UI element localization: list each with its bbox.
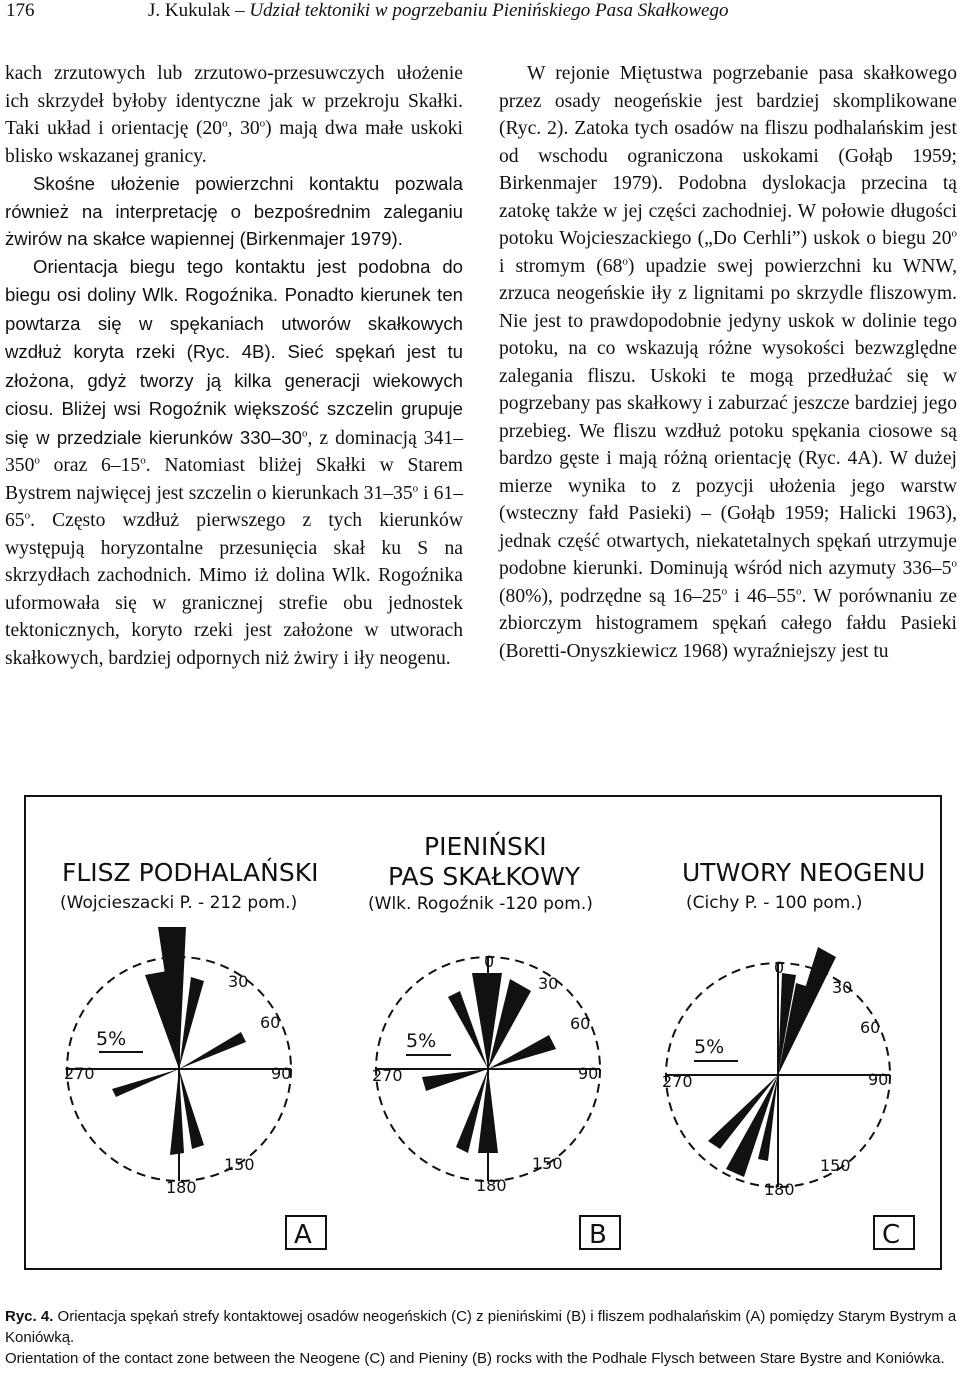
diagram-b-tick-270: 270 [372, 1066, 403, 1085]
text-run: oraz 6–15 [39, 455, 141, 476]
caption-polish-text: Orientacja spękań strefy kontaktowej osadów neogeńskich (C) z pienińskimi (B) i fliszem podhalańskim (A) pomiędzy Starym Bystrym a Koniówką. [5, 1308, 957, 1346]
rose-diagram-a [60, 858, 326, 1250]
degree-sup: o [622, 254, 628, 267]
diagram-a-tick-60: 60 [260, 1013, 281, 1032]
diagram-b-tick-150: 150 [532, 1154, 563, 1173]
diagram-b-tick-0: 0 [484, 952, 495, 971]
diagram-c-tick-180: 180 [764, 1180, 795, 1199]
diagram-c-tick-30: 30 [832, 978, 853, 997]
diagram-c-title: UTWORY NEOGENU [682, 858, 926, 887]
page-number: 176 [6, 0, 35, 21]
diagram-a-tick-150: 150 [224, 1155, 255, 1174]
diagram-c-scale: 5% [694, 1036, 725, 1058]
text-run: W rejonie Miętustwa pogrzebanie pasa skałkowego przez osady neogeńskie jest bardziej skomplikowane (Ryc. 2). Zatoka tych osadów na fliszu podhalańskim jest od wschodu ograniczona uskokami (Gołąb 1959; Birkenmajer 1979). Podobna dyslokacja przecina tą zatokę także w jej części zachodniej. W połowie długości potoku Wojcieszackiego („Do Cerhli”) uskok o biegu 20 [499, 63, 957, 249]
figure-caption [5, 1306, 957, 1369]
text-run: i stromym (68 [499, 255, 623, 277]
diagram-b-title-line1: PIENIŃSKI [424, 832, 547, 861]
diagram-b-title-line2: PAS SKAŁKOWY [388, 862, 581, 891]
text-run: (80%), podrzędne są 16–25 [499, 585, 722, 607]
diagram-a-petal [179, 1032, 246, 1069]
rose-diagrams-svg [26, 797, 940, 1268]
degree-sup: o [951, 557, 957, 570]
left-paragraph-2: Skośne ułożenie powierzchni kontaktu pozwala również na interpretację o bezpośrednim zaleganiu żwirów na skałce wapiennej (Birkenmajer 1979). [5, 173, 463, 249]
degree-sup: o [222, 117, 228, 130]
degree-sup: o [301, 426, 308, 439]
diagram-c-label: C [882, 1220, 901, 1250]
diagram-a-tick-270: 270 [64, 1064, 95, 1083]
diagram-c-tick-0: 0 [774, 958, 785, 977]
right-paragraph-1 [499, 60, 957, 665]
diagram-b-tick-60: 60 [570, 1014, 591, 1033]
running-title-author: J. Kukulak [148, 0, 231, 21]
running-title-text: Udział tektoniki w pogrzebaniu Pienińskiego Pasa Skałkowego [249, 0, 729, 21]
left-column [5, 60, 463, 672]
degree-sup: o [140, 454, 146, 467]
running-title [148, 0, 728, 22]
text-run: , z dominacją 341–350 [5, 427, 463, 476]
left-paragraph-3 [5, 253, 463, 673]
diagram-a-subtitle: (Wojcieszacki P. - 212 pom.) [60, 893, 298, 913]
caption-polish [5, 1306, 957, 1348]
text-run: Orientacja biegu tego kontaktu jest podobna do biegu osi doliny Wlk. Rogoźnika. Ponadto kierunek ten powtarza się w spękaniach utworów skałkowych wzdłuż koryta rzeki (Ryc. 4B). Sieć spękań jest tu złożona, gdyż tworzy ją kilka generacji wiekowych ciosu. Bliżej wsi Rogoźnik większość szczelin grupuje się w przedziale kierunków 330–30 [5, 255, 463, 448]
diagram-a-tick-30: 30 [228, 972, 249, 991]
text-run: ) mają dwa małe uskoki blisko wskazanej granicy. [5, 118, 463, 167]
text-run: . Często wzdłuż pierwszego z tych kierunków występują horyzontalne przesunięcia skał ku S na skrzydłach zachodnich. Mimo iż dolina Wlk. Rogoźnika uformowała się w granicznej strefie obu jednostek tektonicznych, koryto rzeki jest założone w utworach skałkowych, bardziej odpornych niż żwiry i iły neogenu. [5, 510, 463, 669]
diagram-a-tick-180: 180 [166, 1178, 197, 1197]
diagram-b-petal [478, 1069, 498, 1153]
text-run: . W porównaniu ze zbiorczym histogramem spękań całego fałdu Pasieki (Boretti-Onyszkiewicz 1968) wyraźniejszy jest tu [499, 585, 957, 662]
left-paragraph-1 [5, 60, 463, 170]
diagram-b-petal [422, 1069, 488, 1091]
diagram-b-tick-180: 180 [476, 1176, 507, 1195]
diagram-a-title: FLISZ PODHALAŃSKI [62, 858, 319, 887]
diagram-b-subtitle: (Wlk. Rogoźnik -120 pom.) [368, 894, 593, 914]
diagram-b-tick-90: 90 [578, 1064, 599, 1083]
diagram-b-label: B [589, 1220, 607, 1250]
diagram-c-tick-270: 270 [662, 1072, 693, 1091]
diagram-b-petal [472, 973, 502, 1069]
caption-label: Ryc. 4. [5, 1308, 54, 1325]
diagram-a-scale: 5% [96, 1028, 127, 1050]
degree-sup: o [24, 509, 31, 522]
degree-sup: o [721, 584, 728, 597]
rose-diagram-b [368, 832, 620, 1250]
running-title-dash: – [230, 0, 250, 21]
figure-rose-diagrams [24, 795, 942, 1270]
degree-sup: o [34, 454, 40, 467]
diagram-a-tick-0: 0 [174, 952, 185, 971]
degree-sup: o [259, 117, 266, 130]
degree-sup: o [951, 227, 957, 240]
text-run: , 30 [227, 118, 260, 139]
rose-diagram-c [662, 858, 925, 1250]
diagram-c-subtitle: (Cichy P. - 100 pom.) [686, 893, 863, 913]
text-run: kach zrzutowych lub zrzutowo-przesuwczych ułożenie ich skrzydeł byłoby identyczne jak w przekroju Skałki. Taki układ i orientację (20 [5, 63, 463, 139]
text-run: i 46–55 [727, 585, 797, 607]
text-run: . Natomiast bliżej Skałki w Starem Bystrem najwięcej jest szczelin o kierunkach 31–35 [5, 455, 463, 504]
diagram-a-tick-90: 90 [271, 1064, 292, 1083]
page-header [0, 0, 960, 28]
diagram-a-label: A [294, 1220, 312, 1250]
text-run: ) upadzie swej powierzchni ku WNW, zrzuca neogeńskie iły z lignitami po skrzydle fliszowym. Nie jest to prawdopodobnie jedyny uskok w dolinie tego potoku, na co wskazują różne wysokości bezwzględne zalegania fliszu. Uskoki te mogą przedłużać się w pogrzebany pas skałkowy i zaburzać jeszcze bardziej jego przebieg. We fliszu wzdłuż potoku spękania ciosowe są bardzo gęste i mają różną orientację (Ryc. 4A). W dużej mierze wynika to z pozycji ułożenia jego warstw (wsteczny fałd Pasieki) – (Gołąb 1959; Halicki 1963), jednak część otwartych, niekatetalnych spękań utrzymuje podobne kierunki. Dominują wśród nich azymuty 336–5 [499, 255, 957, 579]
diagram-c-tick-90: 90 [868, 1070, 889, 1089]
right-column [499, 60, 957, 665]
degree-sup: o [796, 584, 802, 597]
diagram-b-scale: 5% [406, 1030, 437, 1052]
diagram-b-tick-30: 30 [538, 974, 559, 993]
diagram-c-tick-60: 60 [860, 1018, 881, 1037]
diagram-c-tick-150: 150 [820, 1156, 851, 1175]
degree-sup: o [412, 481, 419, 494]
diagram-a-petal [112, 1069, 179, 1097]
text-run: i 61–65 [5, 482, 463, 531]
caption-english: Orientation of the contact zone between the Neogene (C) and Pieniny (B) rocks with the Podhale Flysch between Stare Bystre and Koniówka. [5, 1350, 945, 1367]
